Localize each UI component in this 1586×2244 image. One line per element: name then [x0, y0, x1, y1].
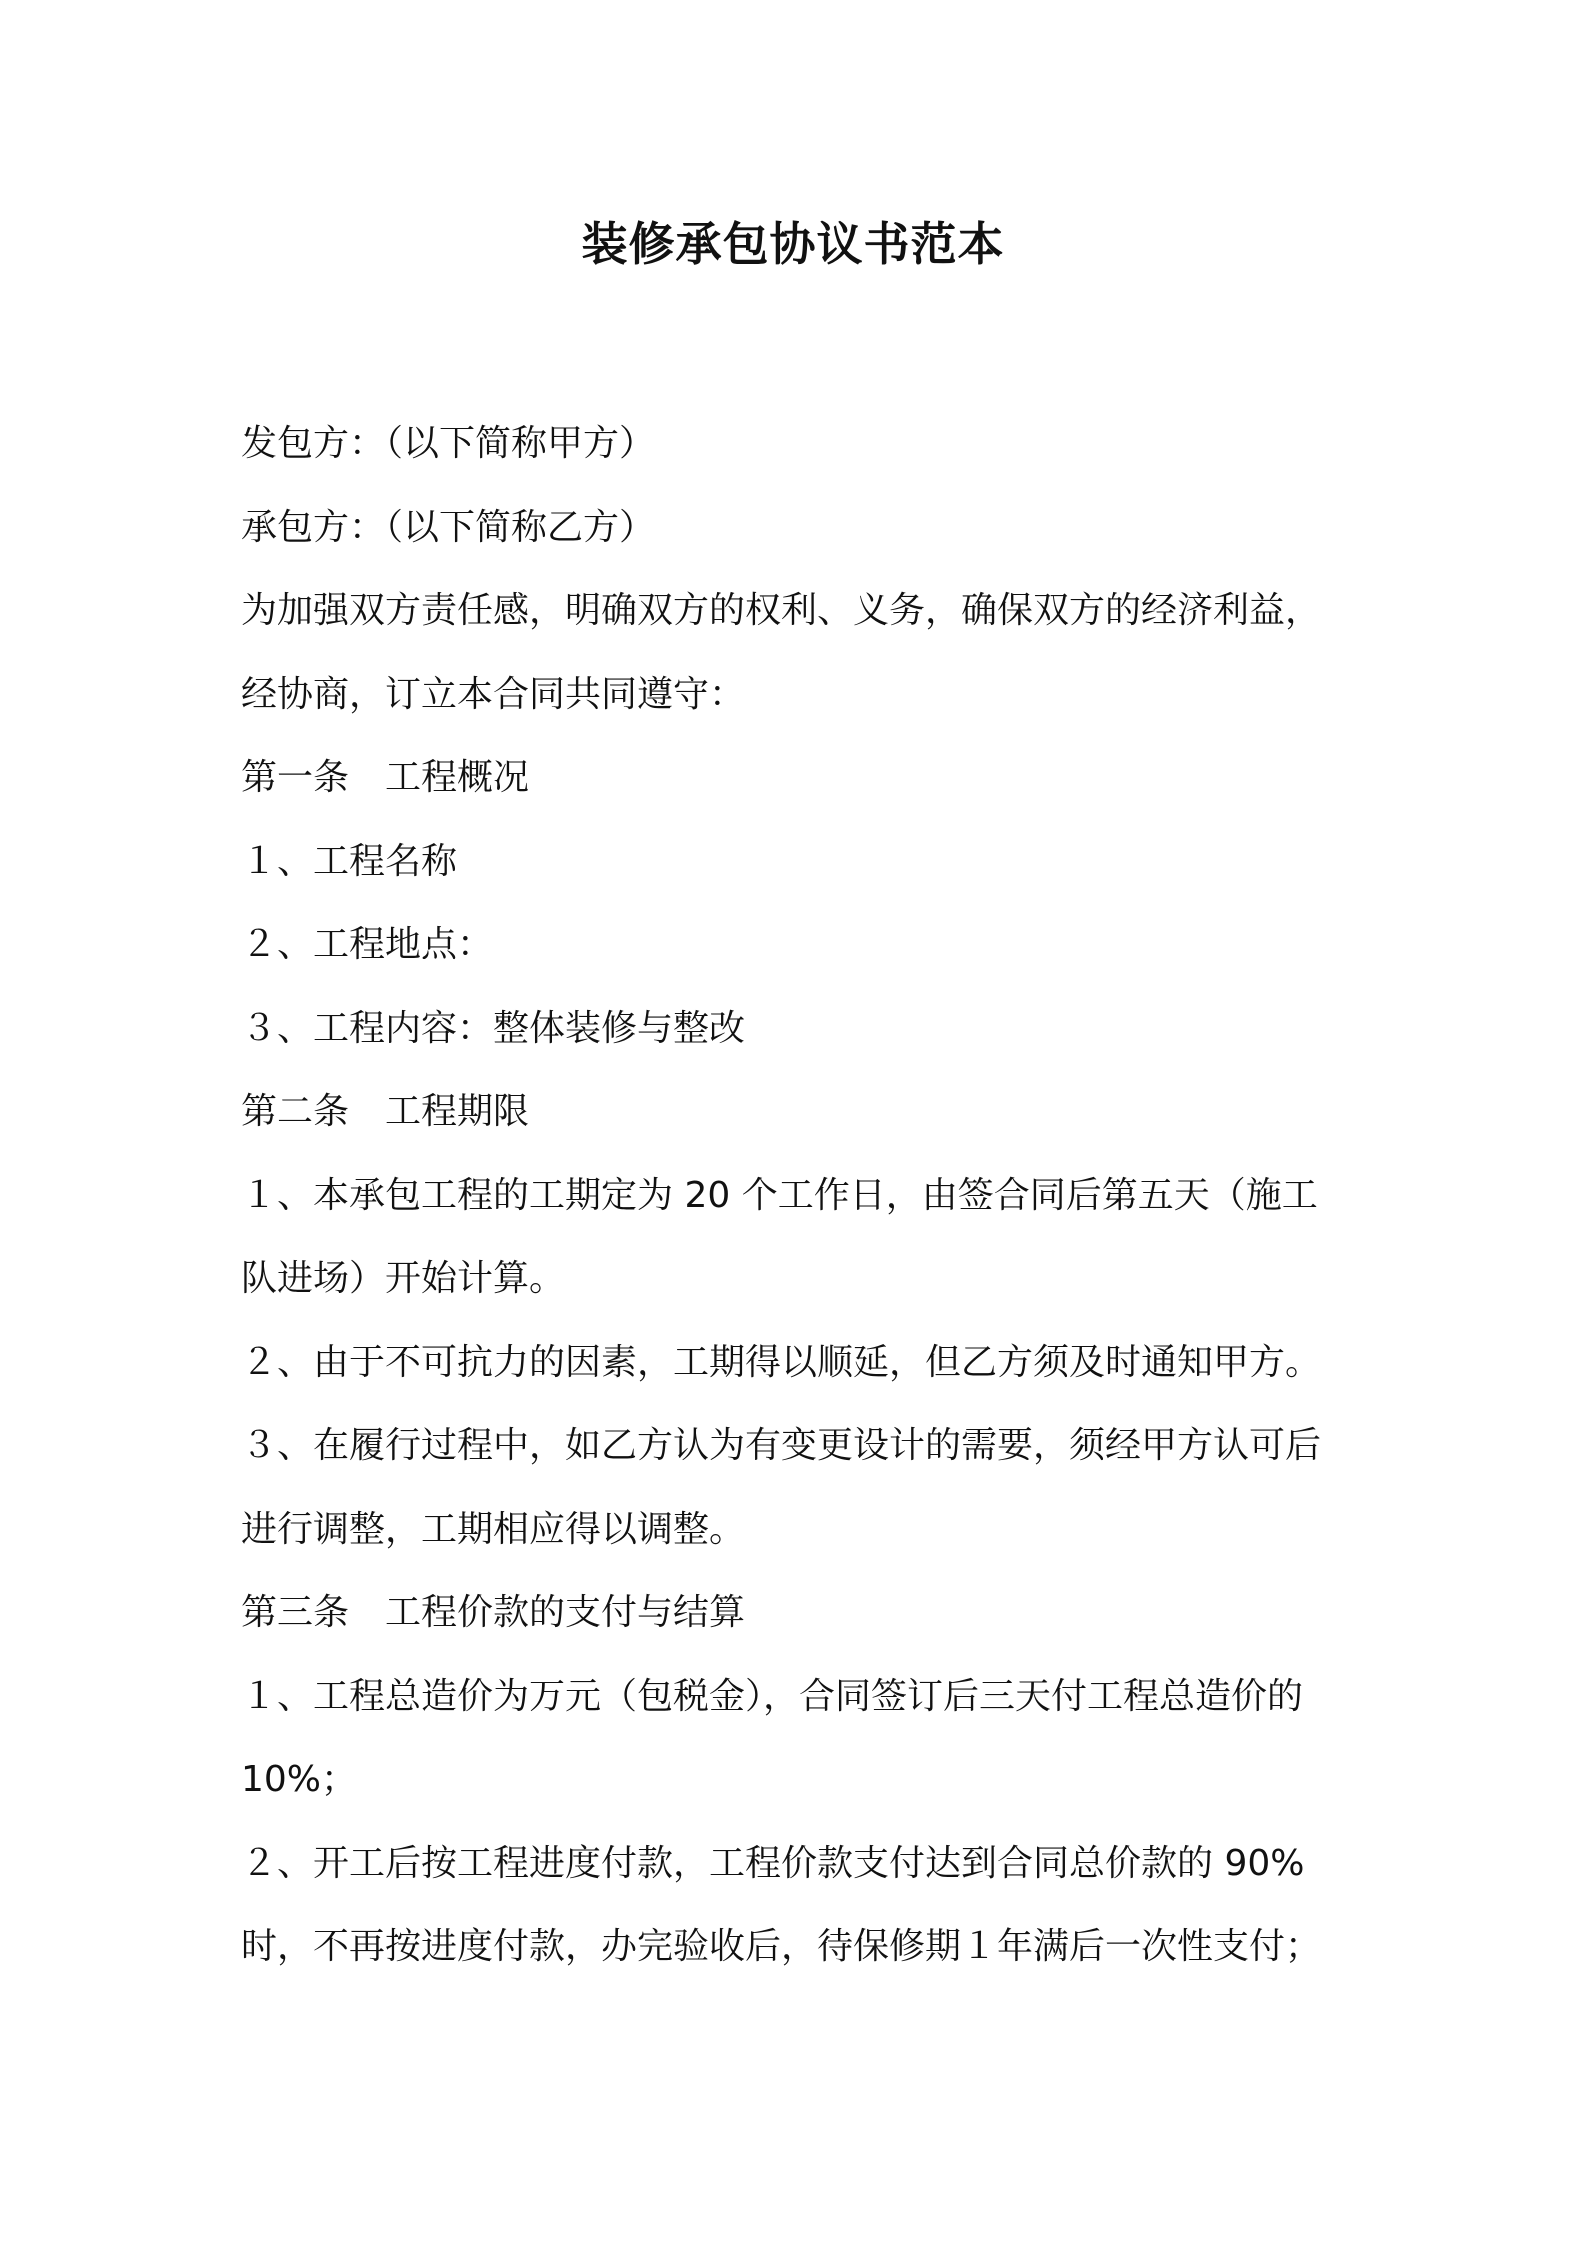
document-line: １、工程名称: [241, 840, 458, 882]
section-heading: 第二条 工程期限: [241, 1091, 530, 1132]
document-body: [241, 402, 1361, 1989]
document-title: 装修承包协议书范本: [581, 217, 1005, 271]
document-line: 10%；: [241, 1759, 358, 1800]
document-line: ３、工程内容：整体装修与整改: [241, 1007, 746, 1049]
document-line: １、工程总造价为万元（包税金），合同签订后三天付工程总造价的: [241, 1675, 1304, 1717]
document-line: ２、工程地点：: [241, 924, 494, 965]
section-heading: 第三条 工程价款的支付与结算: [241, 1592, 746, 1633]
document-line: ３、在履行过程中，如乙方认为有变更设计的需要，须经甲方认可后: [241, 1425, 1322, 1466]
document-line: 队进场）开始计算。: [241, 1258, 566, 1299]
document-line: ２、由于不可抗力的因素，工期得以顺延，但乙方须及时通知甲方。: [241, 1341, 1322, 1383]
document-line: 进行调整，工期相应得以调整。: [241, 1508, 746, 1550]
section-heading: 第一条 工程概况: [241, 757, 530, 798]
document-line: 为加强双方责任感，明确双方的权利、义务，确保双方的经济利益，: [241, 590, 1322, 631]
document-line: 时，不再按进度付款，办完验收后，待保修期１年满后一次性支付；: [241, 1926, 1322, 1967]
document-line: 发包方：（以下简称甲方）: [241, 423, 656, 464]
document-line: 承包方：（以下简称乙方）: [241, 506, 656, 548]
document-line: １、本承包工程的工期定为 20 个工作日，由签合同后第五天（施工: [241, 1174, 1318, 1216]
document-line: 经协商，订立本合同共同遵守：: [241, 673, 746, 715]
document-line: ２、开工后按工程进度付款，工程价款支付达到合同总价款的 90%: [241, 1842, 1305, 1884]
